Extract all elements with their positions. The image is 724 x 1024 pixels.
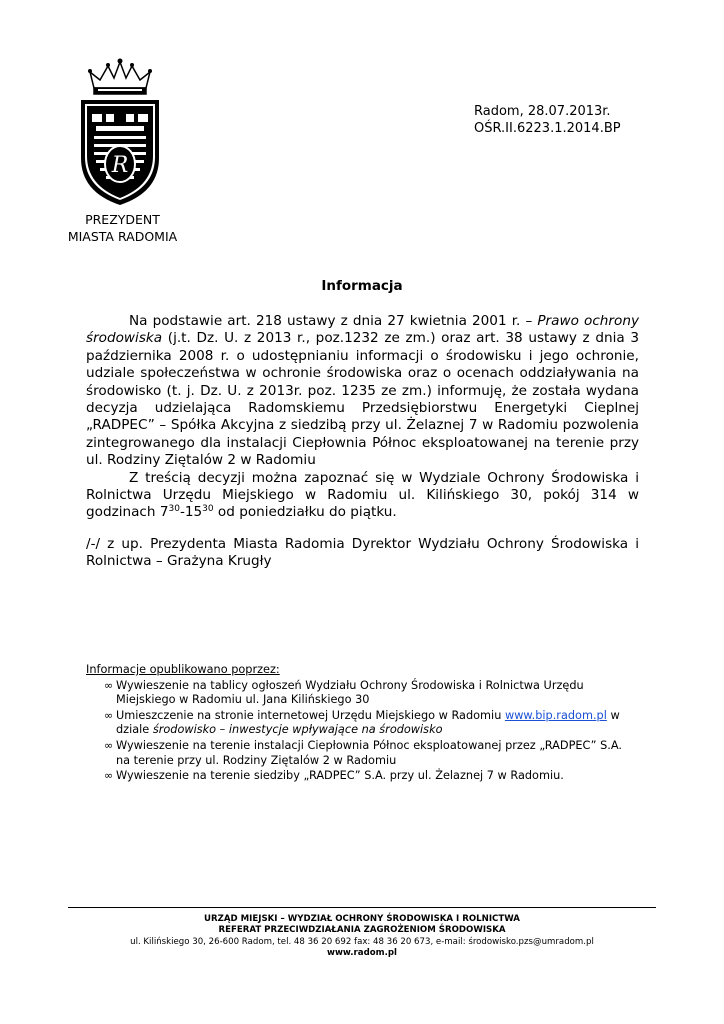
list-item-text: Wywieszenie na terenie instalacji Ciepłownia Północ eksploatowanej przez „RADPEC” S.A. na terenie przy ul. Rodziny Ziętalów 2 w Radomiu <box>116 738 622 767</box>
p2-sup-2: 30 <box>202 504 214 515</box>
list-item-text-a: Umieszczenie na stronie internetowej Urzędu Miejskiego w Radomiu <box>116 708 505 722</box>
issuer-line-2: MIASTA RADOMIA <box>67 229 178 244</box>
list-item-text: Wywieszenie na terenie siedziby „RADPEC” S.A. przy ul. Żelaznej 7 w Radomiu. <box>116 769 564 783</box>
radom-coat-of-arms-icon <box>78 58 162 208</box>
p2-sup-1: 30 <box>168 504 180 515</box>
bip-link[interactable]: www.bip.radom.pl <box>504 708 607 722</box>
footer-divider <box>68 907 656 908</box>
reference-number: OŚR.II.6223.1.2014.BP <box>474 121 621 136</box>
p1-text-b: (j.t. Dz. U. z 2013 r., poz.1232 ze zm.) oraz art. 38 ustawy z dnia 3 października 2008 r. o udostępnianiu informacji o środowisku i jego ochronie, udziale społeczeństwa w ochronie środowiska oraz o ocenach oddziaływania na środowisko (t. j. Dz. U. z 2013r. poz. 1235 ze zm.) informuję, że została wydana decyzja udzielająca Radomskiemu Przedsiębiorstwu Energetyki Cieplnej „RADPEC” – Spółka Akcyjna z siedzibą przy ul. Żelaznej 7 w Radomiu pozwolenia zintegrowanego dla instalacji Ciepłownia Północ eksploatowanej na terenie przy ul. Rodziny Ziętalów 2 w Radomiu <box>86 330 639 469</box>
footer <box>0 914 724 959</box>
footer-line-3: ul. Kilińskiego 30, 26-600 Radom, tel. 48 36 20 692 fax: 48 36 20 673, e-mail: środowisko.pzs@umradom.pl <box>130 936 594 947</box>
p2-text-b: od poniedziałku do piątku. <box>213 504 397 521</box>
footer-line-1: URZĄD MIEJSKI – WYDZIAŁ OCHRONY ŚRODOWISKA I ROLNICTWA <box>204 914 520 924</box>
paragraph-1 <box>86 313 639 470</box>
document-title: Informacja <box>321 278 403 294</box>
infinity-bullet-icon: ∞ <box>104 769 114 783</box>
document-body <box>86 313 639 571</box>
list-item-italic: środowisko – inwestycje wpływające na środowisko <box>152 723 443 737</box>
publication-heading: Informacje opublikowano poprzez: <box>86 663 280 676</box>
list-item <box>86 739 639 768</box>
infinity-bullet-icon: ∞ <box>104 708 114 722</box>
footer-line-2: REFERAT PRZECIWDZIAŁANIA ZAGROŻENIOM ŚRODOWISKA <box>218 925 506 936</box>
list-item-text-b: w dziale <box>116 708 620 737</box>
paragraph-2 <box>86 470 639 522</box>
issuer-line-1: PREZYDENT <box>85 212 160 227</box>
infinity-bullet-icon: ∞ <box>104 678 114 692</box>
date-reference-block <box>474 103 621 137</box>
svg-text:R: R <box>111 153 129 178</box>
p1-text-a: Na podstawie art. 218 ustawy z dnia 27 kwietnia 2001 r. – <box>129 313 538 329</box>
p2-text-a: Z treścią decyzji można zapoznać się w Wydziale Ochrony Środowiska i Rolnictwa Urzędu Miejskiego w Radomiu ul. Kilińskiego 30, pokój 314 w godzinach 7 <box>86 469 639 521</box>
p2-dash: -15 <box>179 504 203 521</box>
issuer-block <box>60 211 185 245</box>
list-item <box>86 679 639 708</box>
publication-section <box>86 663 639 785</box>
list-item-text: Wywieszenie na tablicy ogłoszeń Wydziału Ochrony Środowiska i Rolnictwa Urzędu Miejskiego w Radomiu ul. Jana Kilińskiego 30 <box>116 678 584 707</box>
p1-italic: Prawo ochrony środowiska <box>86 313 639 347</box>
publication-list <box>86 679 639 784</box>
place-date: Radom, 28.07.2013r. <box>474 104 611 119</box>
list-item <box>86 709 639 738</box>
infinity-bullet-icon: ∞ <box>104 738 114 752</box>
signature: /-/ z up. Prezydenta Miasta Radomia Dyrektor Wydziału Ochrony Środowiska i Rolnictwa – Grażyna Krugły <box>86 535 639 570</box>
footer-line-4: www.radom.pl <box>327 947 397 958</box>
list-item <box>86 769 639 784</box>
spacer <box>86 522 639 536</box>
